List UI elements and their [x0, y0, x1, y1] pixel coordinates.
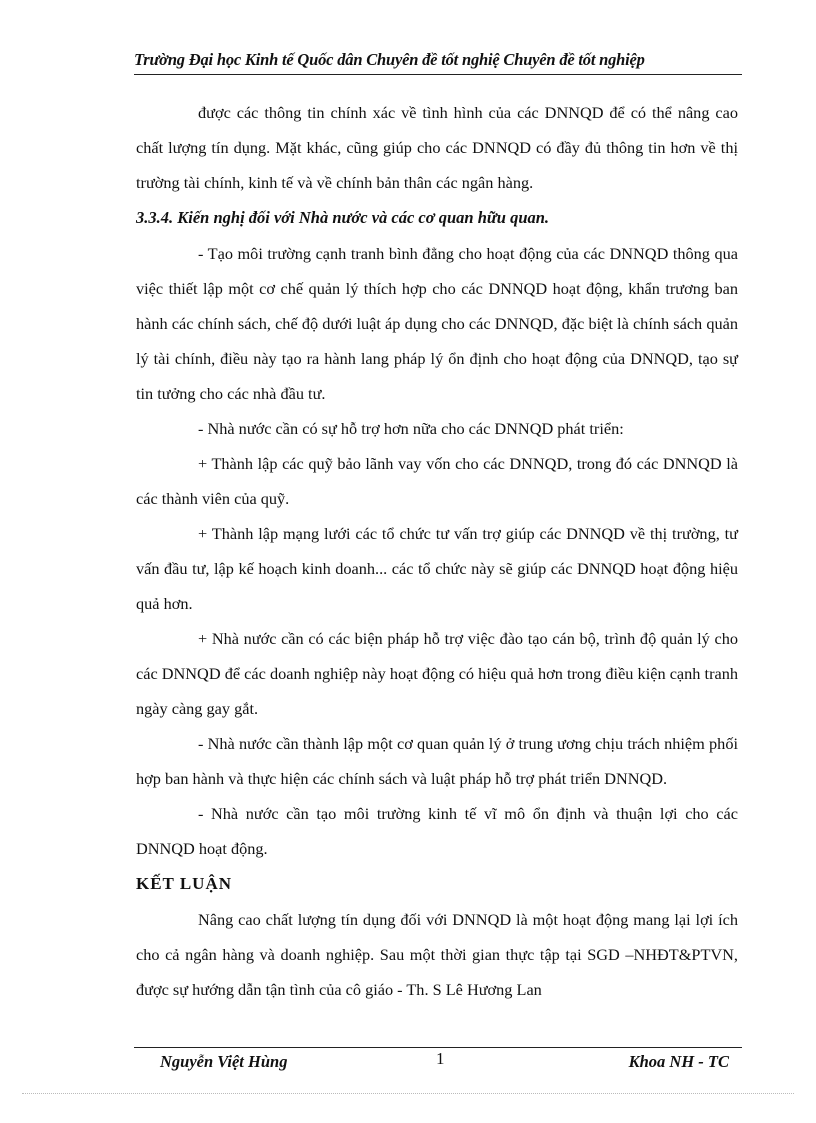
running-header: Trường Đại học Kinh tế Quốc dân Chuyên đề tốt nghiệ Chuyên đề tốt nghiệp: [134, 50, 645, 69]
section-heading: 3.3.4. Kiến nghị đối với Nhà nước và các cơ quan hữu quan.: [136, 208, 550, 227]
page-boundary-line: [22, 1093, 794, 1094]
footer-author: Nguyễn Việt Hùng: [160, 1052, 288, 1071]
paragraph-conclusion: Nâng cao chất lượng tín dụng đối với DNNQD là một hoạt động mang lại lợi ích cho cả ngân hàng và doanh nghiệp. Sau một thời gian thực tập tại SGD –NHĐT&PTVN, được sự hướng dẫn tận tình của cô giáo - Th. S Lê Hương Lan: [136, 910, 738, 999]
page-number: 1: [436, 1049, 445, 1068]
paragraph-consulting-network: + Thành lập mạng lưới các tổ chức tư vấn trợ giúp các DNNQD về thị trường, tư vấn đầu tư, lập kế hoạch kinh doanh... các tổ chức này sẽ giúp các DNNQD hoạt động hiệu quả hơn.: [136, 524, 738, 613]
paragraph-intro: được các thông tin chính xác về tình hình của các DNNQD để có thể nâng cao chất lượng tín dụng. Mặt khác, cũng giúp cho các DNNQD có đầy đủ thông tin hơn về thị trường tài chính, kinh tế và về chính bản thân các ngân hàng.: [136, 103, 738, 192]
paragraph-competition: - Tạo môi trường cạnh tranh bình đẳng cho hoạt động của các DNNQD thông qua việc thiết lập một cơ chế quản lý thích hợp cho các DNNQD hoạt động, khẩn trương ban hành các chính sách, chế độ dưới luật áp dụng cho các DNNQD, đặc biệt là chính sách quản lý tài chính, điều này tạo ra hành lang pháp lý ổn định cho hoạt động của DNNQD, tạo sự tin tưởng cho các nhà đầu tư.: [136, 244, 738, 403]
document-body: [136, 95, 738, 1007]
footer-department: Khoa NH - TC: [628, 1052, 729, 1071]
paragraph-macro-environment: - Nhà nước cần tạo môi trường kinh tế vĩ mô ổn định và thuận lợi cho các DNNQD hoạt động.: [136, 804, 738, 858]
paragraph-guarantee-fund: + Thành lập các quỹ bảo lãnh vay vốn cho các DNNQD, trong đó các DNNQD là các thành viên của quỹ.: [136, 454, 738, 508]
paragraph-training: + Nhà nước cần có các biện pháp hỗ trợ việc đào tạo cán bộ, trình độ quản lý cho các DNNQD để các doanh nghiệp này hoạt động có hiệu quả hơn trong điều kiện cạnh tranh ngày càng gay gắt.: [136, 629, 738, 718]
header-rule: [134, 74, 742, 75]
footer-rule: [134, 1047, 742, 1048]
paragraph-central-agency: - Nhà nước cần thành lập một cơ quan quản lý ở trung ương chịu trách nhiệm phối hợp ban hành và thực hiện các chính sách và luật pháp hỗ trợ phát triển DNNQD.: [136, 734, 738, 788]
paragraph-support: - Nhà nước cần có sự hỗ trợ hơn nữa cho các DNNQD phát triển:: [198, 419, 624, 438]
conclusion-title: KẾT LUẬN: [136, 874, 233, 893]
